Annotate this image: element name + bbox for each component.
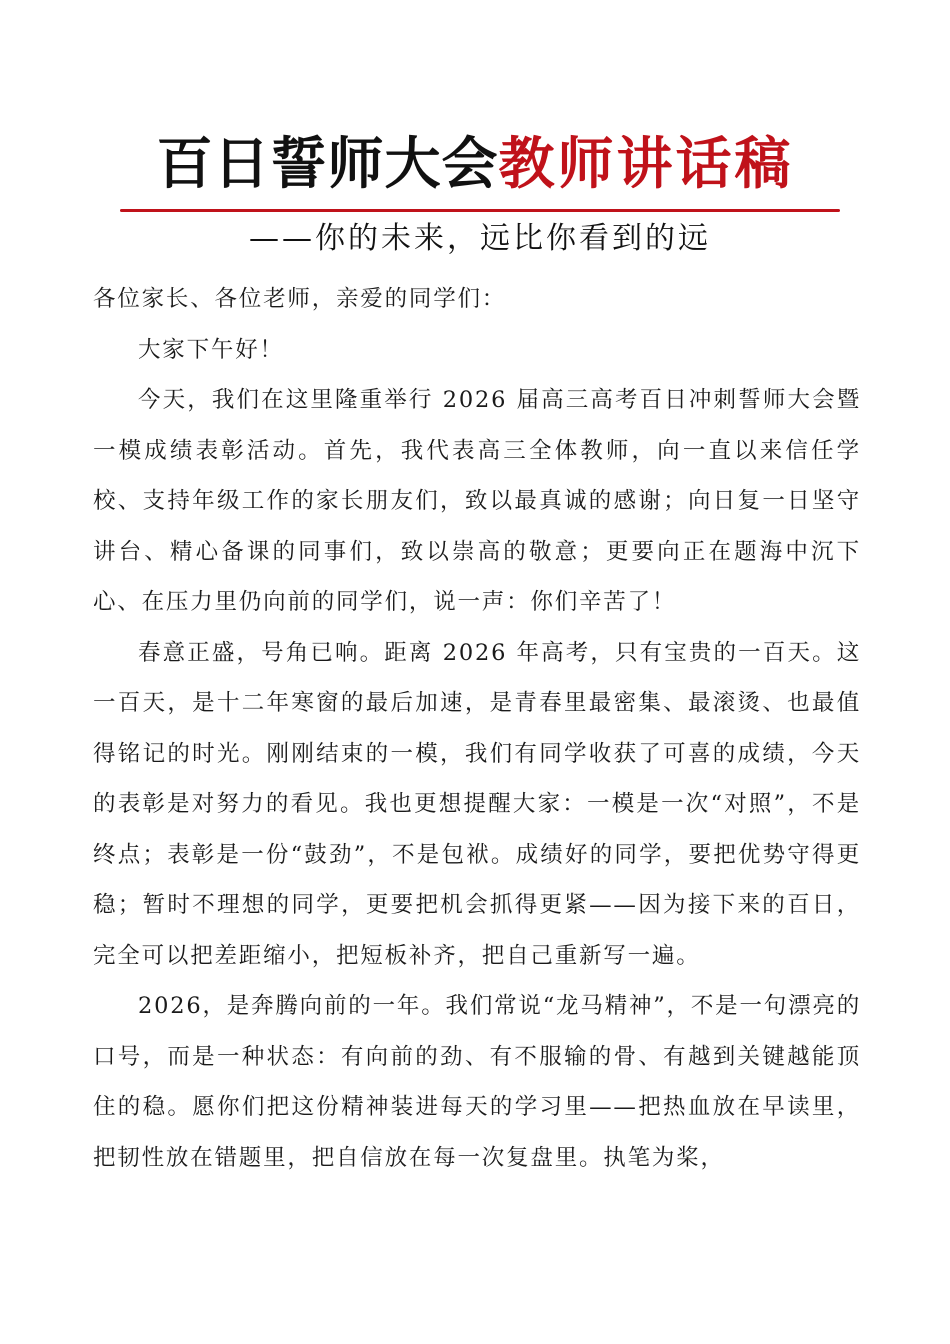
paragraph: 春意正盛，号角已响。距离 2026 年高考，只有宝贵的一百天。这一百天，是十二年寒窗的最后加速，是青春里最密集、最滚烫、也最值得铭记的时光。刚刚结束的一模，我们有同学收获了可喜的成绩，今天的表彰是对努力的看见。我也更想提醒大家：一模是一次“对照”，不是终点；表彰是一份“鼓劲”，不是包袱。成绩好的同学，要把优势守得更稳；暂时不理想的同学，更要把机会抓得更紧——因为接下来的百日，完全可以把差距缩小，把短板补齐，把自己重新写一遍。: [93, 639, 861, 969]
page-title: [0, 128, 950, 200]
title-main: 百日誓师大会: [156, 131, 499, 197]
title-highlight: 教师讲话稿: [498, 131, 794, 197]
paragraph: 2026，是奔腾向前的一年。我们常说“龙马精神”，不是一句漂亮的口号，而是一种状态：有向前的劲、有不服输的骨、有越到关键越能顶住的稳。愿你们把这份精神装进每天的学习里——把热血放在早读里，把韧性放在错题里，把自信放在每一次复盘里。执笔为桨，: [93, 993, 861, 1171]
title-divider: [120, 209, 840, 212]
speech-body: [93, 274, 861, 1183]
paragraph: 今天，我们在这里隆重举行 2026 届高三高考百日冲刺誓师大会暨一模成绩表彰活动。首先，我代表高三全体教师，向一直以来信任学校、支持年级工作的家长朋友们，致以最真诚的感谢；向日复一日坚守讲台、精心备课的同事们，致以崇高的敬意；更要向正在题海中沉下心、在压力里仍向前的同学们，说一声：你们辛苦了！: [93, 387, 861, 615]
subtitle: ——你的未来，远比你看到的远: [249, 221, 711, 256]
salutation: 各位家长、各位老师，亲爱的同学们：: [93, 286, 507, 312]
paragraph: 大家下午好！: [138, 336, 284, 363]
